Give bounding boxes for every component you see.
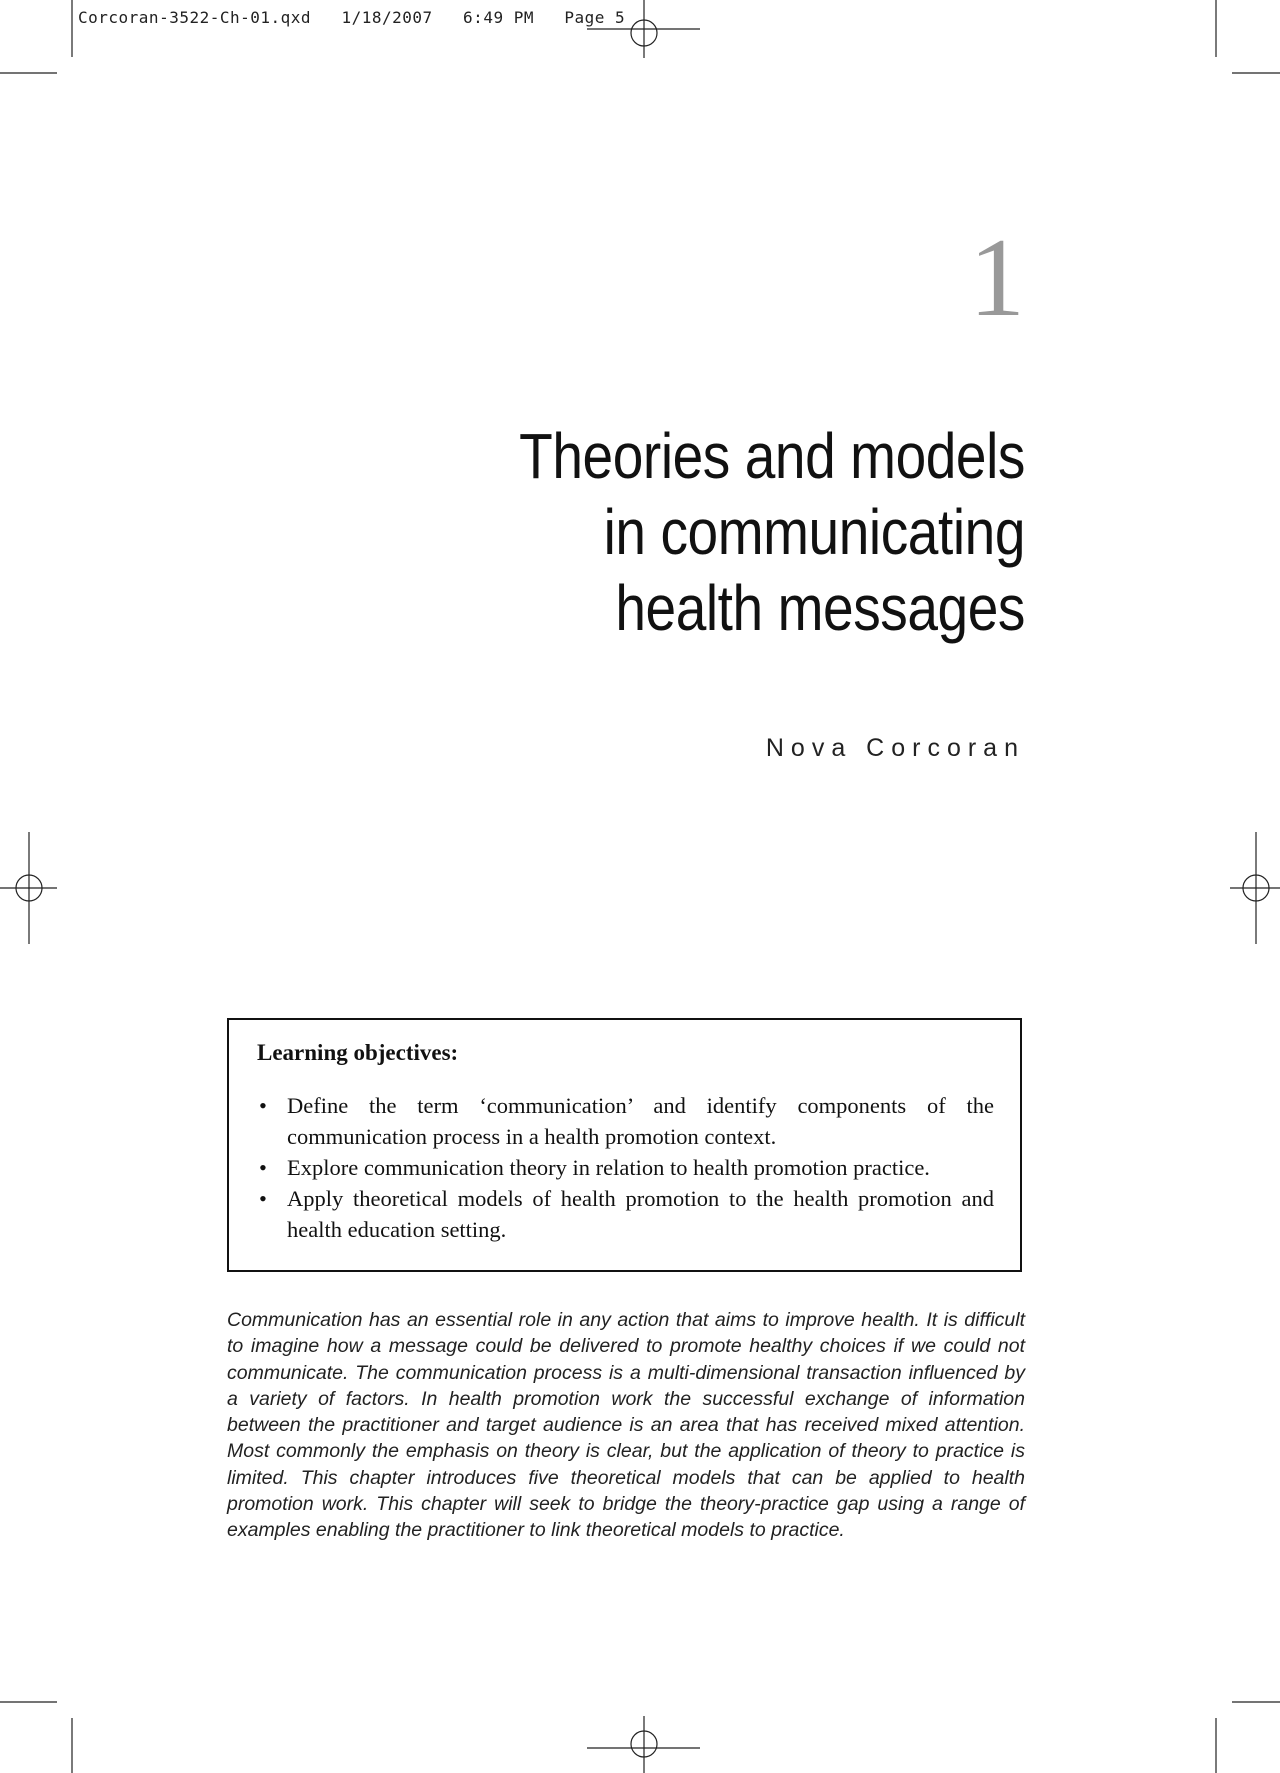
- bullet-icon: •: [259, 1093, 267, 1118]
- learning-objectives-box: [227, 1018, 1022, 1272]
- chapter-title-line-2: in communicating: [603, 496, 1025, 568]
- chapter-title: [406, 418, 1025, 646]
- learning-objectives-heading: Learning objectives:: [257, 1040, 459, 1065]
- chapter-intro-paragraph: Communication has an essential role in any action that aims to improve health. It is difficult to imagine how a message could be delivered to promote healthy choices if we could not communicate. The communication process is a multi-dimensional transaction influenced by a variety of factors. In health promotion work the successful exchange of information between the practitioner and target audience is an area that has received mixed attention. Most commonly the emphasis on theory is clear, but the application of theory to practice is limited. This chapter introduces five theoretical models that can be applied to health promotion work. This chapter will seek to bridge the theory-practice gap using a range of examples enabling the practitioner to link theoretical models to practice.: [227, 1309, 1025, 1542]
- chapter-number: 1: [969, 216, 1025, 340]
- print-slug: Corcoran-3522-Ch-01.qxd 1/18/2007 6:49 PM Page 5: [78, 8, 626, 27]
- learning-objectives-list: [257, 1090, 994, 1245]
- learning-objective-item: [257, 1152, 994, 1183]
- registration-mark-left: [0, 832, 57, 944]
- chapter-title-line-1: Theories and models: [519, 420, 1025, 492]
- bullet-icon: •: [259, 1155, 267, 1180]
- registration-mark-right: [1230, 832, 1280, 944]
- author-name: Nova Corcoran: [765, 734, 1025, 762]
- learning-objective-text: Explore communication theory in relation to health promotion practice.: [287, 1155, 930, 1180]
- learning-objective-item: [257, 1183, 994, 1245]
- registration-mark-bottom: [587, 1716, 700, 1773]
- chapter-title-line-3: health messages: [615, 572, 1025, 644]
- learning-objective-text: Define the term ‘communication’ and identify components of the communication process in a health promotion context.: [287, 1093, 994, 1149]
- learning-objective-item: [257, 1090, 994, 1152]
- bullet-icon: •: [259, 1186, 267, 1211]
- learning-objective-text: Apply theoretical models of health promotion to the health promotion and health education setting.: [287, 1186, 994, 1242]
